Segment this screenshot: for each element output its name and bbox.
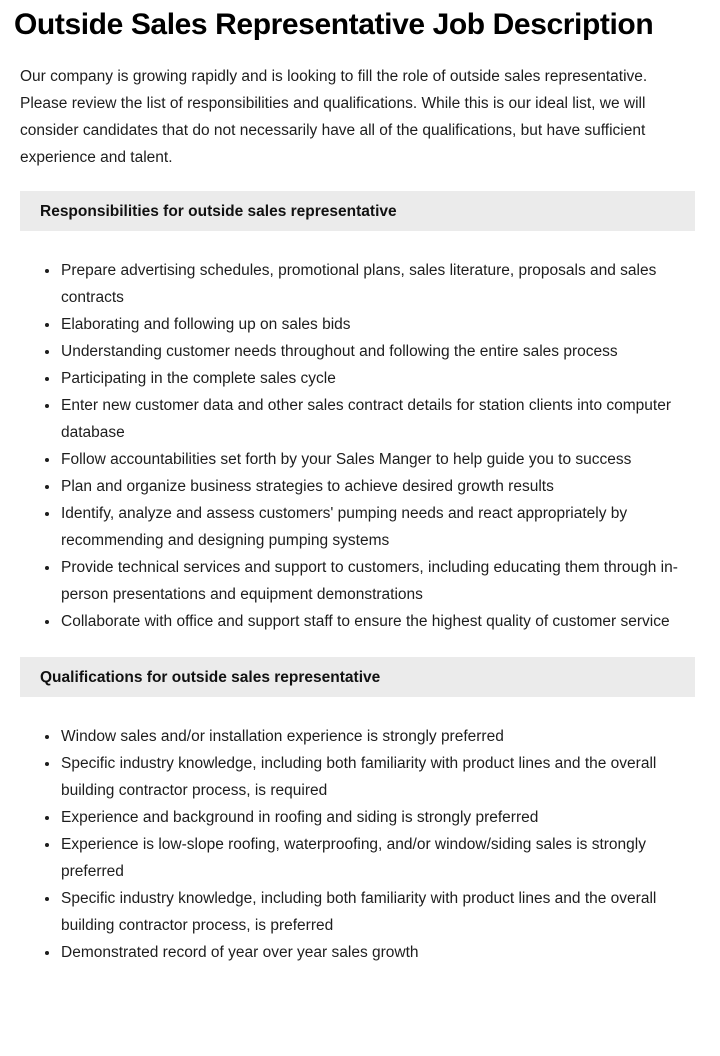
list-item: • Collaborate with office and support staff to ensure the highest quality of customer service [60,608,695,635]
list-item: • Demonstrated record of year over year sales growth [60,939,695,966]
section-responsibilities [0,191,720,635]
qualifications-list [20,723,695,966]
list-item: • Follow accountabilities set forth by your Sales Manger to help guide you to success [60,446,695,473]
qualifications-heading-text: Qualifications for outside sales representative [40,669,381,686]
list-item: • Experience and background in roofing and siding is strongly preferred [60,804,695,831]
list-item: • Participating in the complete sales cycle [60,365,695,392]
responsibilities-heading [20,191,695,231]
list-item: • Enter new customer data and other sales contract details for station clients into computer database [60,392,695,446]
list-item: • Elaborating and following up on sales bids [60,311,695,338]
list-item: • Plan and organize business strategies to achieve desired growth results [60,473,695,500]
list-item: • Specific industry knowledge, including both familiarity with product lines and the overall building contractor process, is preferred [60,885,695,939]
page-title: Outside Sales Representative Job Description [14,8,654,41]
responsibilities-list [20,257,695,635]
list-item: • Specific industry knowledge, including both familiarity with product lines and the overall building contractor process, is required [60,750,695,804]
list-item: • Identify, analyze and assess customers' pumping needs and react appropriately by recommending and designing pumping systems [60,500,695,554]
intro-paragraph: Our company is growing rapidly and is looking to fill the role of outside sales representative. Please review the list of responsibilities and qualifications. While this is our ideal list, we will consider candidates that do not necessarily have all of the qualifications, but have sufficient experience and talent. [20,68,648,166]
list-item: • Understanding customer needs throughout and following the entire sales process [60,338,695,365]
section-qualifications [0,657,720,966]
list-item: • Window sales and/or installation experience is strongly preferred [60,723,695,750]
list-item: • Provide technical services and support to customers, including educating them through in-person presentations and equipment demonstrations [60,554,695,608]
qualifications-heading [20,657,695,697]
list-item: • Prepare advertising schedules, promotional plans, sales literature, proposals and sales contracts [60,257,695,311]
list-item: • Experience is low-slope roofing, waterproofing, and/or window/siding sales is strongly preferred [60,831,695,885]
responsibilities-heading-text: Responsibilities for outside sales representative [40,203,397,220]
